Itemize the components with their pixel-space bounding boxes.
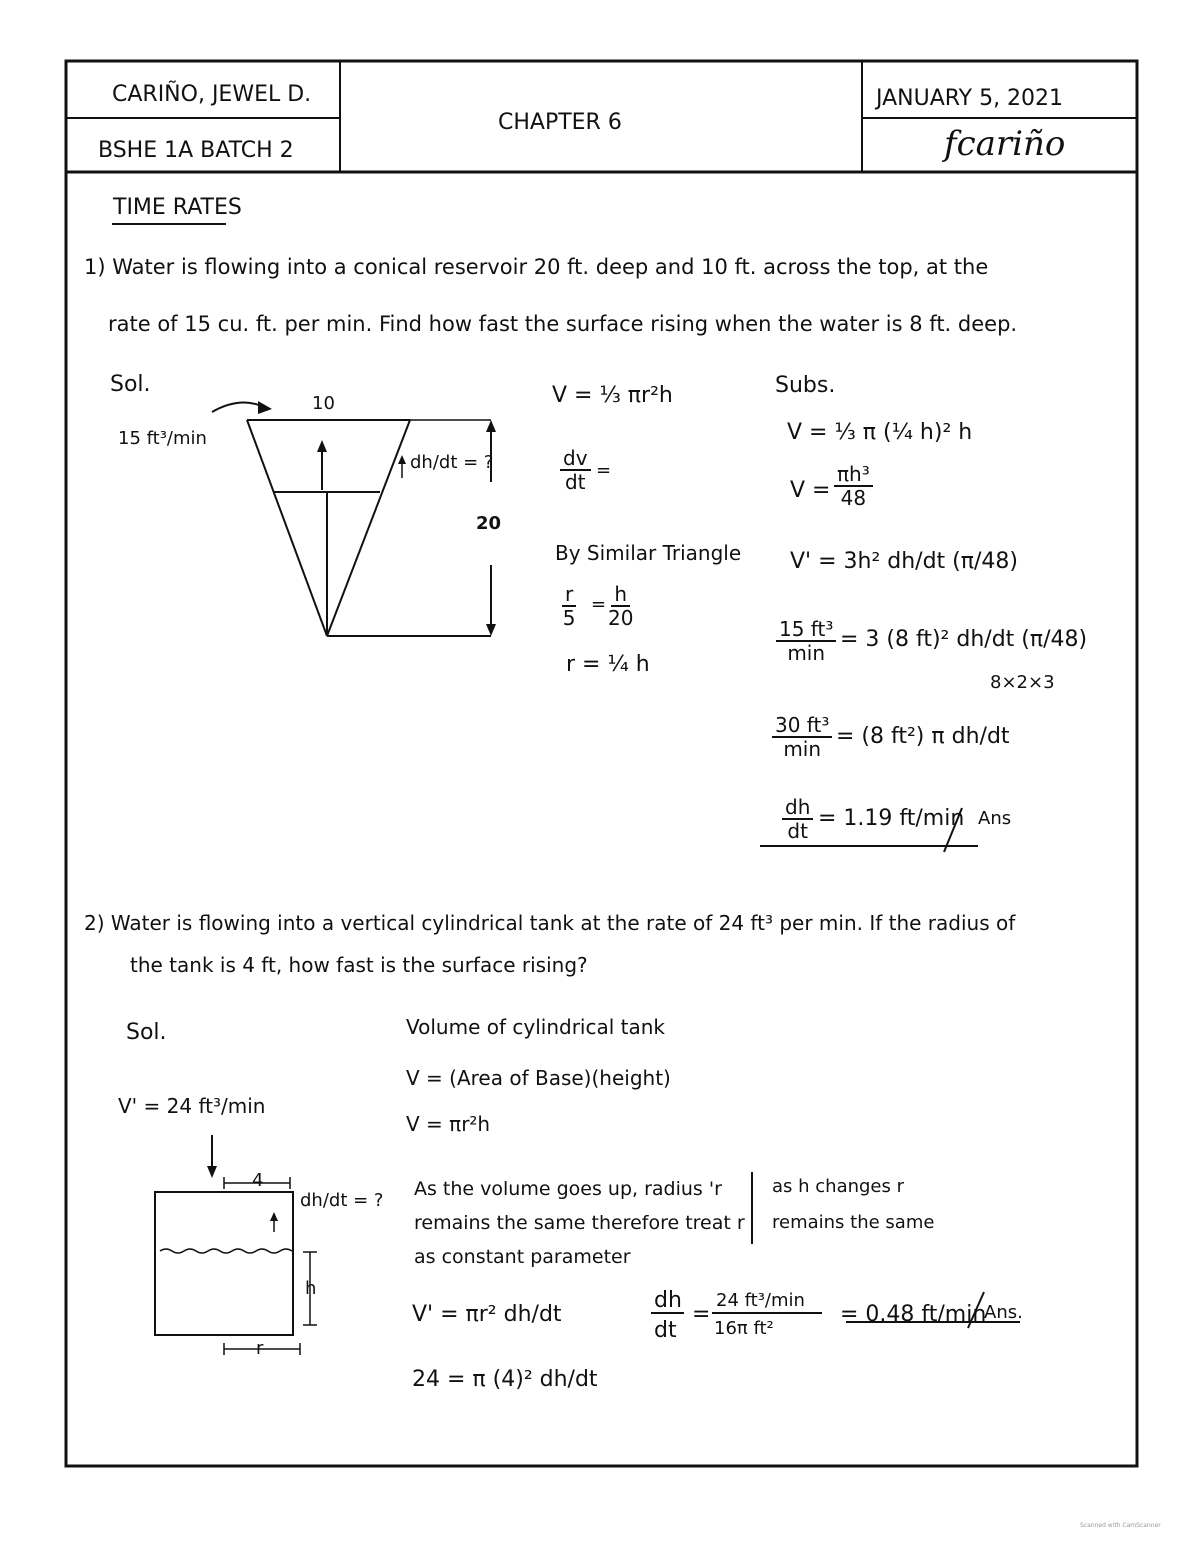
problem2-rate: V' = 24 ft³/min xyxy=(118,1094,266,1118)
cone-right-side xyxy=(327,420,410,636)
final-rhs-num: 24 ft³/min xyxy=(716,1290,805,1311)
student-name: CARIÑO, JEWEL D. xyxy=(112,82,312,107)
dv-dt-fraction: $\frac{dv}{dt}$ xyxy=(560,447,591,493)
problem1-line2: rate of 15 cu. ft. per min. Find how fast the surface rising when the water is 8 ft. deep. xyxy=(108,312,1018,336)
topic-title: TIME RATES xyxy=(113,195,242,220)
answer2-value: = 0.48 ft/min xyxy=(840,1302,987,1327)
subs-label: Subs. xyxy=(775,373,836,398)
similar-triangle-label: By Similar Triangle xyxy=(555,541,742,565)
r-equation: r = ¼ h xyxy=(566,652,650,677)
final-lhs-den: dt xyxy=(654,1318,677,1343)
answer2-tag: Ans. xyxy=(984,1302,1023,1323)
flow-arrow xyxy=(212,403,264,412)
cylinder-diagram xyxy=(155,1135,317,1355)
rise-arrow xyxy=(317,440,327,452)
final-equals: = xyxy=(692,1302,711,1327)
cone-height-label: 20 xyxy=(476,513,502,534)
volume-formula: V = ⅓ πr²h xyxy=(552,383,673,408)
subs-line5-fraction: 30 ft³ min xyxy=(772,714,832,760)
side-note-line1: as h changes r xyxy=(772,1176,905,1197)
problem2-line1: 2) Water is flowing into a vertical cylindrical tank at the rate of 24 ft³ per min. If the radius of xyxy=(84,911,1016,935)
cone-rate-question: dh/dt = ? xyxy=(410,452,494,473)
tank-h-label: h xyxy=(305,1278,317,1299)
tank-top-label: 4 xyxy=(252,1170,264,1191)
ratio-equals: = xyxy=(591,594,607,615)
cone-diagram xyxy=(212,401,496,636)
subs-line4-note: 8×2×3 xyxy=(990,672,1055,693)
scanner-watermark: Scanned with CamScanner xyxy=(1080,1522,1161,1529)
answer1-tag: Ans xyxy=(978,808,1012,829)
date-label: JANUARY 5, 2021 xyxy=(876,86,1064,111)
tank-outline xyxy=(155,1192,293,1335)
subs-line2-fraction: $\frac{\text{πh³}}{48}$ xyxy=(834,463,873,509)
ratio-r-5: $\frac{r}{5}$ xyxy=(562,582,576,630)
side-note-line2: remains the same xyxy=(772,1212,935,1233)
tank-r-label: r xyxy=(256,1338,264,1359)
note-line1: As the volume goes up, radius 'r xyxy=(414,1178,722,1200)
subs-line1: V = ⅓ π (¼ h)² h xyxy=(787,420,973,445)
final-rhs-den: 16π ft² xyxy=(714,1318,774,1339)
volume-eq2: V = πr²h xyxy=(406,1112,491,1136)
cone-top-label: 10 xyxy=(312,393,335,414)
problem1-line1: 1) Water is flowing into a conical reservoir 20 ft. deep and 10 ft. across the top, at the xyxy=(84,255,989,279)
water-surface xyxy=(160,1249,292,1253)
subs-line2-lhs: V = xyxy=(790,478,831,503)
answer1-value: = 1.19 ft/min xyxy=(818,806,965,831)
volume-eq1: V = (Area of Base)(height) xyxy=(406,1066,671,1090)
tank-rate-question: dh/dt = ? xyxy=(300,1190,384,1211)
subs-line5-rhs: = (8 ft²) π dh/dt xyxy=(836,724,1010,749)
subs-line3: V' = 3h² dh/dt (π/48) xyxy=(790,549,1018,574)
substitution-eq: 24 = π (4)² dh/dt xyxy=(412,1367,598,1392)
note-line3: as constant parameter xyxy=(414,1246,631,1268)
subs-line4-fraction: 15 ft³ min xyxy=(776,618,836,664)
chapter-label: CHAPTER 6 xyxy=(498,110,622,135)
problem1-sol: Sol. xyxy=(110,372,151,397)
volume-title: Volume of cylindrical tank xyxy=(406,1015,665,1039)
problem2-sol: Sol. xyxy=(126,1020,167,1045)
dv-equals: = xyxy=(596,460,612,481)
subs-line4-rhs: = 3 (8 ft)² dh/dt (π/48) xyxy=(840,627,1088,652)
signature: fcariño xyxy=(944,124,1066,164)
answer1-lhs: $\frac{dh}{dt}$ xyxy=(782,796,813,842)
derivative-eq: V' = πr² dh/dt xyxy=(412,1302,562,1327)
problem2-line2: the tank is 4 ft, how fast is the surface rising? xyxy=(130,953,588,977)
section-label: BSHE 1A BATCH 2 xyxy=(98,138,294,163)
cone-left-side xyxy=(247,420,327,636)
ratio-h-20: $\frac{h}{20}$ xyxy=(608,582,634,630)
final-lhs-num: dh xyxy=(654,1288,682,1313)
flow-rate-label: 15 ft³/min xyxy=(118,428,207,449)
note-line2: remains the same therefore treat r xyxy=(414,1212,745,1234)
